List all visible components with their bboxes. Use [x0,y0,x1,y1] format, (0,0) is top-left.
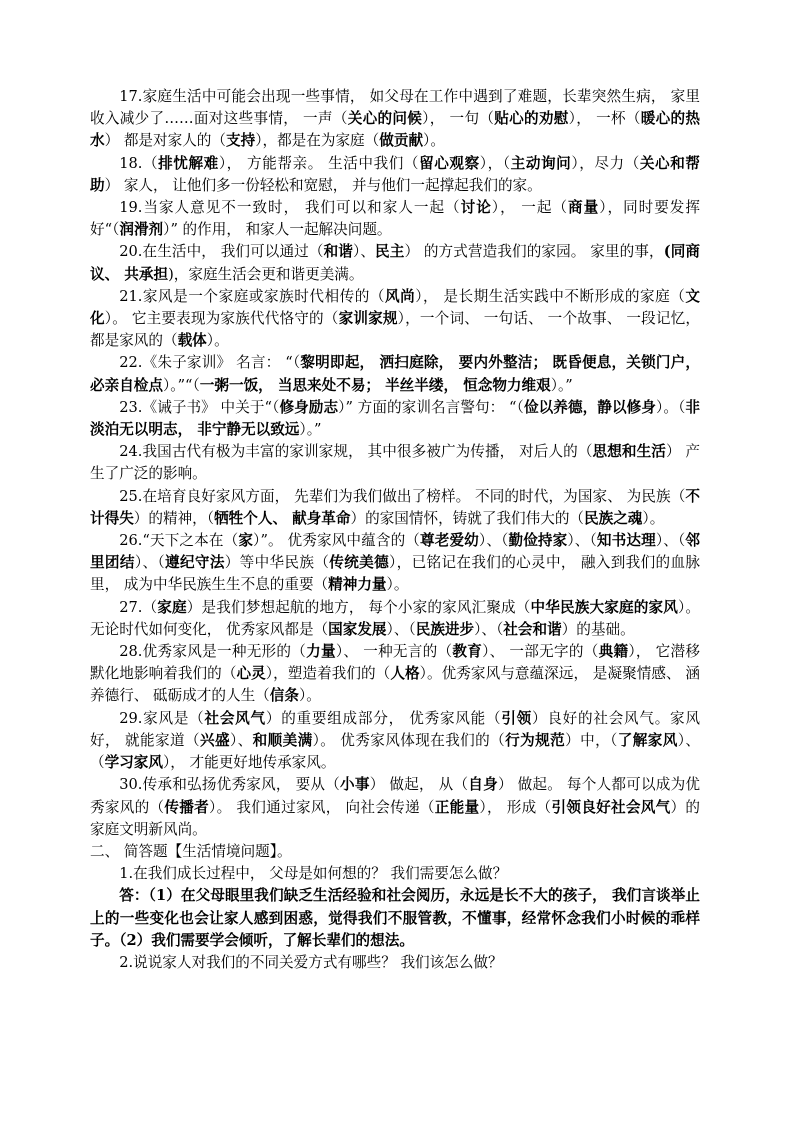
text-segment: 20.在生活中， 我们可以通过（ [119,243,324,261]
text-segment: 25.在培育良好家风方面， 先辈们为我们做出了榜样。 不同的时代，为国家、 为民族（ [119,487,686,505]
text-segment: ） 做起。 每个人都可以成为优秀家风的（ [90,776,701,816]
text-segment: ），已铭记在我们的心灵中， 融入到我们的血脉里， 成为中华民族生生不息的重要（ [90,554,700,594]
text-segment: ）。 [386,576,409,594]
text-segment: ）。 我们通过家风， 向社会传递（ [209,798,435,816]
paragraph [90,153,700,197]
answer-text: 载体 [177,332,207,350]
text-segment: 22.《朱子家训》 名言： “（ [119,354,301,372]
text-segment: ），塑造着我们的（ [265,665,391,683]
text-segment: ），都是在为家庭（ [255,132,380,150]
text-segment: ）， 一句（ [422,110,495,128]
paragraph [90,641,700,708]
text-segment: ）的精神，（ [133,509,215,527]
paragraph [90,863,700,885]
answer-text: 典籍 [598,643,629,661]
document-body [90,86,700,974]
answer-text: 心灵 [236,665,266,683]
text-segment: ）， 一杯（ [568,110,641,128]
text-segment: ）。 [206,332,229,350]
text-segment: ）” 方面的家训名言警句： “（ [338,398,524,416]
answer-text: 引领良好社会风气 [551,798,671,816]
text-segment: ）。（ [655,398,686,416]
text-segment: ）， 才能更好地传承家风。 [163,754,336,772]
answer-text: 遵纪守法 [165,554,225,572]
answer-text: 信条 [269,687,299,705]
text-segment: 19.当家人意见不一致时， 我们可以和家人一起（ [119,199,461,217]
answer-text: 一粥一饭， 当思来处不易； 半丝半缕， 恒念物力维艰 [199,376,551,394]
text-segment: ）， 它潜移默化地影响着我们的（ [90,643,700,683]
answer-text: 答：（1）在父母眼里我们缺乏生活经验和社会阅历，永远是长不大的孩子， 我们言谈举止上的一些变化也会让家人感到困惑，觉得我们不服管教，不懂事，经常怀念我们小时候的乖样子。（2）我们需要学会倾听，了解长辈们的想法。 [90,887,700,949]
text-segment: ），（ [479,154,511,172]
answer-text: 和谐 [323,243,353,261]
answer-text: 做贡献 [379,132,424,150]
text-segment: 26.“天下之本在（ [119,532,239,550]
text-segment: ）等中华民族（ [224,554,330,572]
text-segment: ）， 形成（ [479,798,552,816]
answer-text: 修身励志 [279,398,339,416]
text-segment: ）， 一起（ [491,199,569,217]
text-segment: ）、（ [478,532,509,550]
text-segment: ） 都是对家人的（ [104,132,226,150]
text-segment: ）。” [299,421,322,439]
answer-text: 邻里团结 [90,532,700,572]
paragraph [90,486,700,530]
answer-text: 风尚 [384,287,416,305]
text-segment: ）的基础。 [561,620,635,638]
text-segment: ）” 的作用， 和家人一起解决问题。 [163,221,392,239]
answer-text: 商量 [568,199,600,217]
text-segment: 18.（ [119,154,159,172]
text-segment: ） 产生了广泛的影响。 [90,443,700,483]
text-segment: ）。 [298,687,321,705]
text-segment: 2.说说家人对我们的不同关爱方式有哪些？ 我们该怎么做？ [119,953,503,971]
text-segment: ）。 无论时代如何变化， 优秀家风都是（ [90,598,700,638]
paragraph [90,197,700,241]
text-segment: 28.优秀家风是一种无形的（ [119,643,307,661]
answer-text: 俭以养德，静以修身 [523,398,656,416]
answer-text: 自身 [468,776,498,794]
text-segment: ）是我们梦想起航的地方， 每个小家的家风汇聚成（ [186,598,531,616]
text-segment: ）、（ [90,731,701,772]
text-segment: ）。 优秀家风体现在我们的（ [312,731,506,749]
text-segment: ）、（ [386,620,416,638]
answer-text: 传播者 [164,798,210,816]
text-segment: ）的重要组成部分， 优秀家风能（ [265,709,502,727]
paragraph [90,885,700,952]
answer-text: 主动询问 [510,154,572,172]
paragraph [90,241,700,285]
text-segment: )，家庭生活会更和谐更美满。 [168,265,364,283]
text-segment: ） 的方式营造我们的家园。 家里的事， [404,243,664,261]
answer-text: 贴心的劝慰 [494,110,569,128]
answer-text: 小事 [340,776,370,794]
text-segment: ），一个词、 一句话、 一个故事、 一段记忆， 都是家风的（ [90,310,700,350]
text-segment: ）。 它主要表现为家族代代恪守的（ [104,310,339,328]
answer-text: 民族进步 [415,620,475,638]
text-segment: ）， 是长期生活实践中不断形成的家庭（ [415,287,686,305]
paragraph [90,397,700,441]
answer-text: 行为规范 [505,731,566,749]
text-segment: 二、 简答题【生活情境问题】。 [90,842,292,860]
text-segment: 29.家风是（ [119,709,205,727]
text-segment: ）的家庭文明新风尚。 [90,798,700,838]
text-segment: ）良好的社会风气。家风好， 就能家道（ [90,709,700,749]
text-segment: ）， 方能帮亲。 生活中我们（ [218,154,420,172]
text-segment: 23.《诫子书》 中关于“（ [119,398,280,416]
answer-text: (同商议、 共承担 [90,243,700,283]
text-segment: 24.我国古代有极为丰富的家训家规， 其中很多被广为传播， 对后人的（ [119,443,593,461]
answer-text: 兴盛 [199,731,230,749]
answer-text: 勤俭持家 [508,532,568,550]
answer-text: 家庭 [157,598,187,616]
paragraph [90,841,700,863]
text-segment: ）、 一部无字的（ [482,643,599,661]
answer-text: 民主 [375,243,405,261]
text-segment: ）”。 优秀家风中蕴含的（ [253,532,421,550]
text-segment: ），同时要发挥好“（ [90,199,700,239]
answer-text: 力量 [306,643,336,661]
answer-text: 留心观察 [419,154,480,172]
answer-text: 关心的问候 [347,110,423,128]
answer-text: 中华民族大家庭的家风 [530,598,678,616]
answer-text: 支持 [226,132,256,150]
paragraph [90,597,700,641]
text-segment: ）中，（ [565,731,618,749]
answer-text: 讨论 [460,199,492,217]
paragraph [90,286,700,353]
paragraph [90,530,700,597]
text-segment: 17.家庭生活中可能会出现一些事情， 如父母在工作中遇到了难题，长辈突然生病， 家里收入减少了……面对这些事情， 一声（ [90,88,700,128]
answer-text: 非淡泊无以明志， 非宁静无以致远 [90,398,700,439]
text-segment: ）、（ [567,532,597,550]
paragraph [90,708,700,775]
answer-text: 家 [238,532,254,550]
answer-text: 正能量 [434,798,480,816]
text-segment: ）的家国情怀，铸就了我们伟大的（ [350,509,585,527]
text-segment: ）、（ [655,532,686,550]
answer-text: 学习家风 [104,754,163,772]
answer-text: 了解家风 [617,731,678,749]
answer-text: 精神力量 [328,576,387,594]
text-segment: ）、 [229,731,253,749]
text-segment: 27.（ [119,598,158,616]
answer-text: 知书达理 [596,532,656,550]
text-segment: ）。 [642,509,665,527]
text-segment: 1.在我们成长过程中， 父母是如何想的？ 我们需要怎么做？ [119,865,508,883]
paragraph [90,352,700,396]
text-segment: ）、（ [134,554,166,572]
answer-text: 牺牲个人、 献身革命 [214,509,351,527]
answer-text: 家训家规 [338,310,398,328]
answer-text: 引领 [501,709,532,727]
answer-text: 暖心的热水 [90,110,701,150]
answer-text: 民族之魂 [584,509,643,527]
answer-text: 人格 [390,665,420,683]
text-segment: 21.家风是一个家庭或家族时代相传的（ [119,287,385,305]
text-segment: ）。 [423,132,445,150]
paragraph [90,441,700,485]
answer-text: 排忧解难 [158,154,219,172]
answer-text: 国家发展 [328,620,387,638]
text-segment: ）、（ [474,620,504,638]
text-segment: ）、 [352,243,376,261]
answer-text: 传统美德 [329,554,390,572]
text-segment: ）。”“（ [162,376,200,394]
answer-text: 黎明即起， 洒扫庭除， 要内外整洁； 既昏便息，关锁门户， 必亲自检点 [90,354,701,394]
answer-text: 和顺美满 [252,731,313,749]
answer-text: 社会风气 [204,709,266,727]
text-segment: ） 做起， 从（ [369,776,469,794]
answer-text: 教育 [452,643,483,661]
text-segment: ）、 一种无言的（ [335,643,453,661]
answer-text: 社会和谐 [503,620,562,638]
paragraph [90,774,700,841]
text-segment: ），尽力（ [571,154,640,172]
answer-text: 关心和帮助 [90,154,700,194]
answer-text: 润滑剂 [119,221,164,239]
text-segment: 30.传承和弘扬优秀家风， 要从（ [119,776,341,794]
answer-text: 思想和生活 [592,443,666,461]
answer-text: 文化 [90,287,700,328]
answer-text: 尊老爱幼 [420,532,479,550]
text-segment: ） 家人， 让他们多一份轻松和宽慰， 并与他们一起撑起我们的家。 [104,176,542,194]
paragraph [90,86,700,153]
paragraph [90,952,700,974]
answer-text: 不计得失 [90,487,700,527]
text-segment: ）。优秀家风与意蕴深远， 是凝聚情感、 涵养德行、 砥砺成才的人生（ [90,665,700,705]
text-segment: ）。” [550,376,573,394]
